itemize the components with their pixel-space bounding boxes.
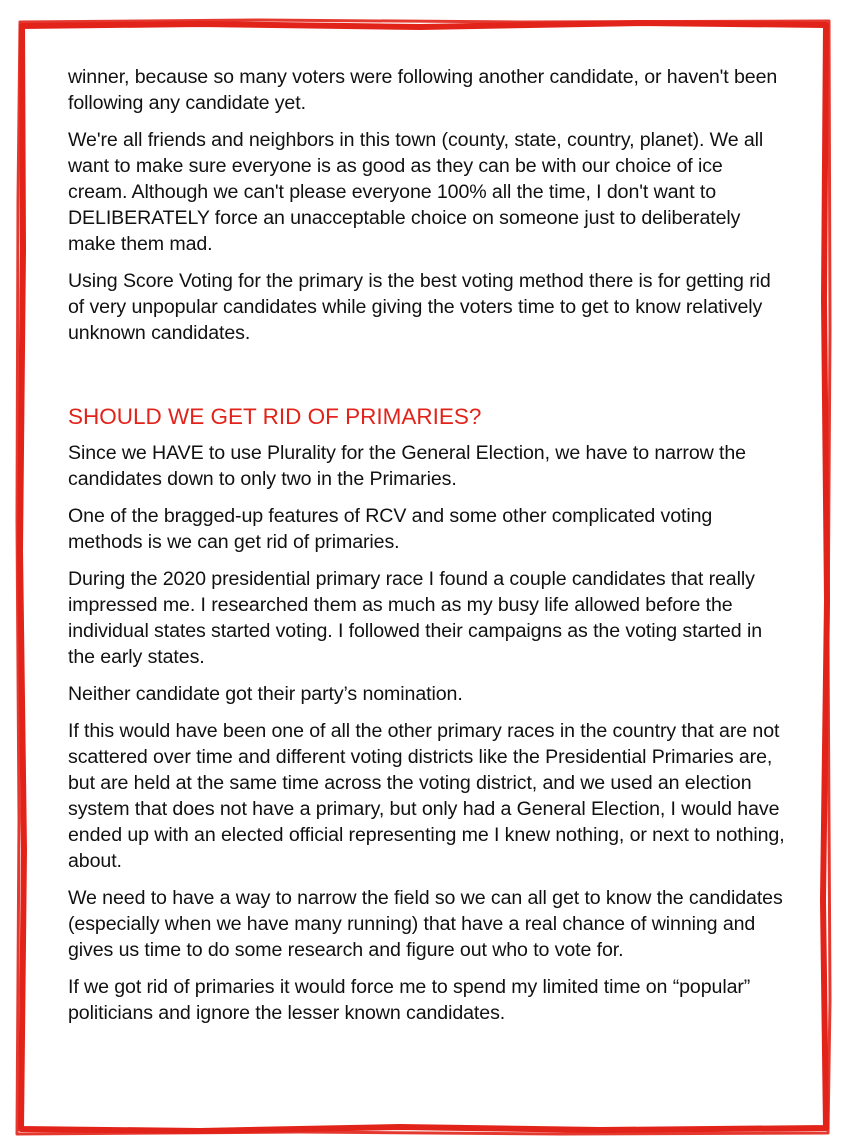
paragraph: If this would have been one of all the other primary races in the country that are not scattered over time and different voting districts like the Presidential Primaries are, but are held at the same time across the voting district, and we used an election system that does not have a primary, but only had a General Election, I would have ended up with an elected official representing me I knew nothing, or next to nothing, about.: [68, 720, 785, 872]
document-body: [68, 64, 786, 1037]
paragraph: Using Score Voting for the primary is the best voting method there is for getting rid of very unpopular candidates while giving the voters time to get to know relatively unknown candidates.: [68, 270, 771, 344]
section-heading: SHOULD WE GET RID OF PRIMARIES?: [68, 404, 482, 429]
paragraph: We're all friends and neighbors in this town (county, state, country, planet). We all want to make sure everyone is as good as they can be with our choice of ice cream. Although we can't please everyone 100% all the time, I don't want to DELIBERATELY force an unacceptable choice on someone just to deliberately make them mad.: [68, 129, 764, 255]
paragraph: Since we HAVE to use Plurality for the General Election, we have to narrow the candidates down to only two in the Primaries.: [68, 442, 746, 490]
paragraph: One of the bragged-up features of RCV and some other complicated voting methods is we can get rid of primaries.: [68, 505, 713, 553]
paragraph: We need to have a way to narrow the field so we can all get to know the candidates (especially when we have many running) that have a real chance of winning and gives us time to do some research and figure out who to vote for.: [68, 887, 783, 961]
paragraph: Neither candidate got their party’s nomination.: [68, 683, 463, 705]
paragraph: During the 2020 presidential primary race I found a couple candidates that really impressed me. I researched them as much as my busy life allowed before the individual states started voting. I followed their campaigns as the voting started in the early states.: [68, 568, 762, 668]
paragraph: If we got rid of primaries it would force me to spend my limited time on “popular” politicians and ignore the lesser known candidates.: [68, 976, 751, 1024]
paragraph: winner, because so many voters were following another candidate, or haven't been following any candidate yet.: [68, 66, 778, 114]
